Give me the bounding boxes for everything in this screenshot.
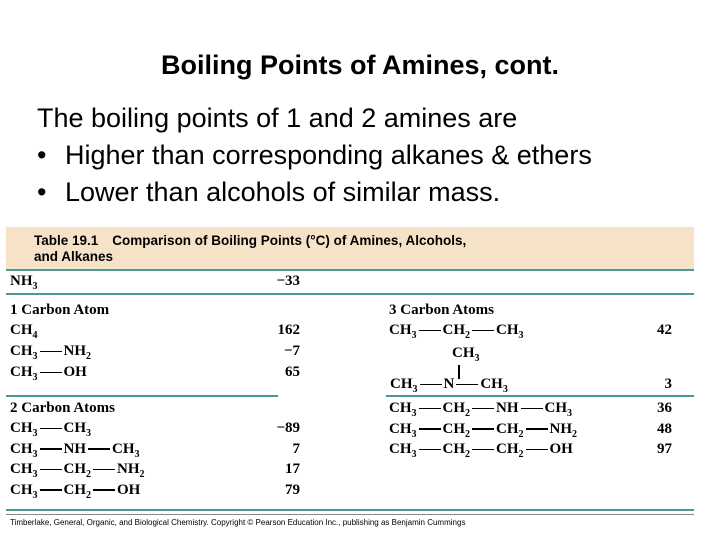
formula-subscript: 2 [139,469,145,480]
table-row-value: 42 [657,322,672,338]
table-caption-line1: Comparison of Boiling Points (°C) of Amines, Alcohols, [112,233,467,248]
formula-subscript: 3 [567,408,572,419]
formula-subscript: 2 [86,469,91,480]
branched-formula [390,376,508,395]
formula-text: OH [117,481,141,498]
formula-text: CH [112,440,135,457]
bond-line [40,428,62,430]
formula-text: CH [442,420,465,437]
table-row-formula [10,420,91,439]
formula-text: CH [544,400,567,416]
table-row-formula [389,421,577,440]
bond-line [472,428,494,430]
table-row-value: 162 [277,322,300,338]
bond-line [40,469,62,471]
table-row-value: −89 [276,420,300,436]
section-header-one-carbon: 1 Carbon Atom [10,302,110,318]
bond-line [526,449,548,451]
table-caption-line2: and Alkanes [34,249,114,264]
bullet-text: Lower than alcohols of similar mass. [65,177,501,207]
table-row-formula [389,441,573,460]
formula-subscript: 2 [86,351,91,362]
formula-subscript: 2 [465,428,470,440]
table-row-value: 17 [285,461,300,477]
formula [10,461,145,480]
boiling-points-table [6,227,694,530]
table-row-formula [10,343,91,362]
bond-line [93,469,115,471]
bullet-item [37,174,592,211]
formula-subscript: 3 [411,330,417,341]
formula-text: CH [63,461,86,477]
bond-line [40,351,62,353]
bond-line [521,408,543,410]
table-row-formula [389,400,572,419]
bond-line [40,448,62,450]
formula-text: CH [10,343,33,359]
bond-line [456,384,478,386]
formula-text: CH [389,420,412,437]
section-header-two-carbon: 2 Carbon Atoms [10,400,116,416]
formula-text: NH [117,461,140,477]
formula-text: CH [496,441,519,457]
formula-text: CH [389,322,412,338]
bond-line [88,448,110,450]
bond-line [526,428,548,430]
table-row-value: 97 [657,441,672,457]
table-row-value: 36 [657,400,672,416]
bullet-marker: • [37,177,47,207]
bullet-item [37,137,592,174]
formula-subscript: 3 [32,448,38,460]
table-row-formula [10,482,140,501]
formula [389,400,572,419]
formula-text: CH [480,376,503,392]
bullet-text: Higher than corresponding alkanes & ethers [65,140,592,170]
copyright-footer: Timberlake, General, Organic, and Biological Chemistry. Copyright © Pearson Education Inc., publishing as Benjamin Cummings [10,518,466,527]
formula-subscript: 2 [572,428,577,440]
formula-subscript: 3 [502,384,508,395]
table-caption [34,233,466,265]
formula-text: CH [389,441,412,457]
table-row-value: 79 [285,481,300,498]
formula [10,343,91,362]
formula-subscript: 2 [465,330,470,341]
formula-subscript: 2 [465,449,470,460]
divider [6,514,694,515]
nh3-value: −33 [276,273,300,289]
formula-text: CH [442,322,465,338]
formula-text: CH [496,420,519,437]
formula-text: NH [63,440,86,457]
formula [10,420,91,439]
formula-subscript: 2 [86,489,91,501]
slide-title: Boiling Points of Amines, cont. [161,50,559,80]
table-row-value: 65 [285,364,300,380]
bond-line [420,384,442,386]
formula-text: NH [496,400,519,416]
formula-subscript: 3 [32,469,38,480]
formula-text: CH [442,400,465,416]
formula-text: NH [10,273,33,289]
formula-subscript: 3 [32,281,38,292]
bond-line [472,408,494,410]
formula-subscript: 3 [134,448,140,460]
formula-subscript: 3 [411,449,417,460]
section-header-three-carbon: 3 Carbon Atoms [389,302,495,318]
formula-subscript: 3 [411,428,417,440]
formula-subscript: 3 [518,330,524,341]
divider [386,395,694,397]
table-row-value: −7 [283,343,300,359]
table-row-formula [10,461,145,480]
table-row-value: 48 [657,420,672,437]
formula-subscript: 2 [465,408,470,419]
branched-top-group [452,345,480,364]
formula-subscript: 4 [32,330,38,341]
formula-text: CH [10,420,33,436]
formula-subscript: 3 [32,489,38,501]
formula [389,322,524,341]
bond-line [40,372,62,374]
formula [389,420,577,440]
intro-line: The boiling points of 1 and 2 amines are [37,103,518,133]
bond-line [419,449,441,451]
bullet-marker: • [37,140,47,170]
bond-line [93,489,115,491]
formula-subscript: 3 [474,353,480,364]
formula [10,481,141,501]
formula-subscript: 3 [32,372,38,383]
bond-line [472,330,494,332]
formula-subscript: 3 [412,384,418,395]
formula-text: CH [63,420,86,436]
formula-text: OH [63,364,87,380]
bond-line [419,330,441,332]
formula-text: CH [63,481,86,498]
formula-subscript: 3 [32,351,38,362]
bond-line [419,408,441,410]
table-header [6,227,694,269]
formula-subscript: 3 [32,428,38,439]
table-row-formula [10,441,140,460]
table-row-formula [389,322,524,341]
divider [6,269,694,271]
divider [6,395,278,397]
formula [10,364,87,383]
formula-text: CH [10,364,33,380]
formula-text: CH [442,441,465,457]
formula-text: OH [549,441,573,457]
branched-value: 3 [664,376,672,392]
nh3-formula [10,273,38,292]
formula-text: NH [549,420,572,437]
formula-text: CH [10,481,33,498]
formula-text: N [443,376,455,392]
table-row-formula [10,364,87,383]
table-row-value: 7 [292,440,300,457]
formula [10,440,140,460]
formula-text: CH [10,322,33,338]
formula-text: CH [452,345,475,361]
bond-line [472,449,494,451]
bond-line [419,428,441,430]
intro-text-block [37,100,592,211]
formula [10,322,38,341]
formula-subscript: 2 [518,449,524,460]
table-number: Table 19.1 [34,233,99,248]
formula-text: CH [496,322,519,338]
formula-text: NH [63,343,86,359]
formula-subscript: 3 [86,428,91,439]
formula-subscript: 2 [518,428,524,440]
formula-text: CH [390,376,413,392]
formula-text: CH [389,400,412,416]
divider [6,509,694,511]
divider [6,293,694,295]
table-row-formula [10,322,38,341]
formula-subscript: 3 [411,408,417,419]
formula [389,441,573,460]
formula-text: CH [10,440,33,457]
formula-text: CH [10,461,33,477]
bond-line [40,489,62,491]
